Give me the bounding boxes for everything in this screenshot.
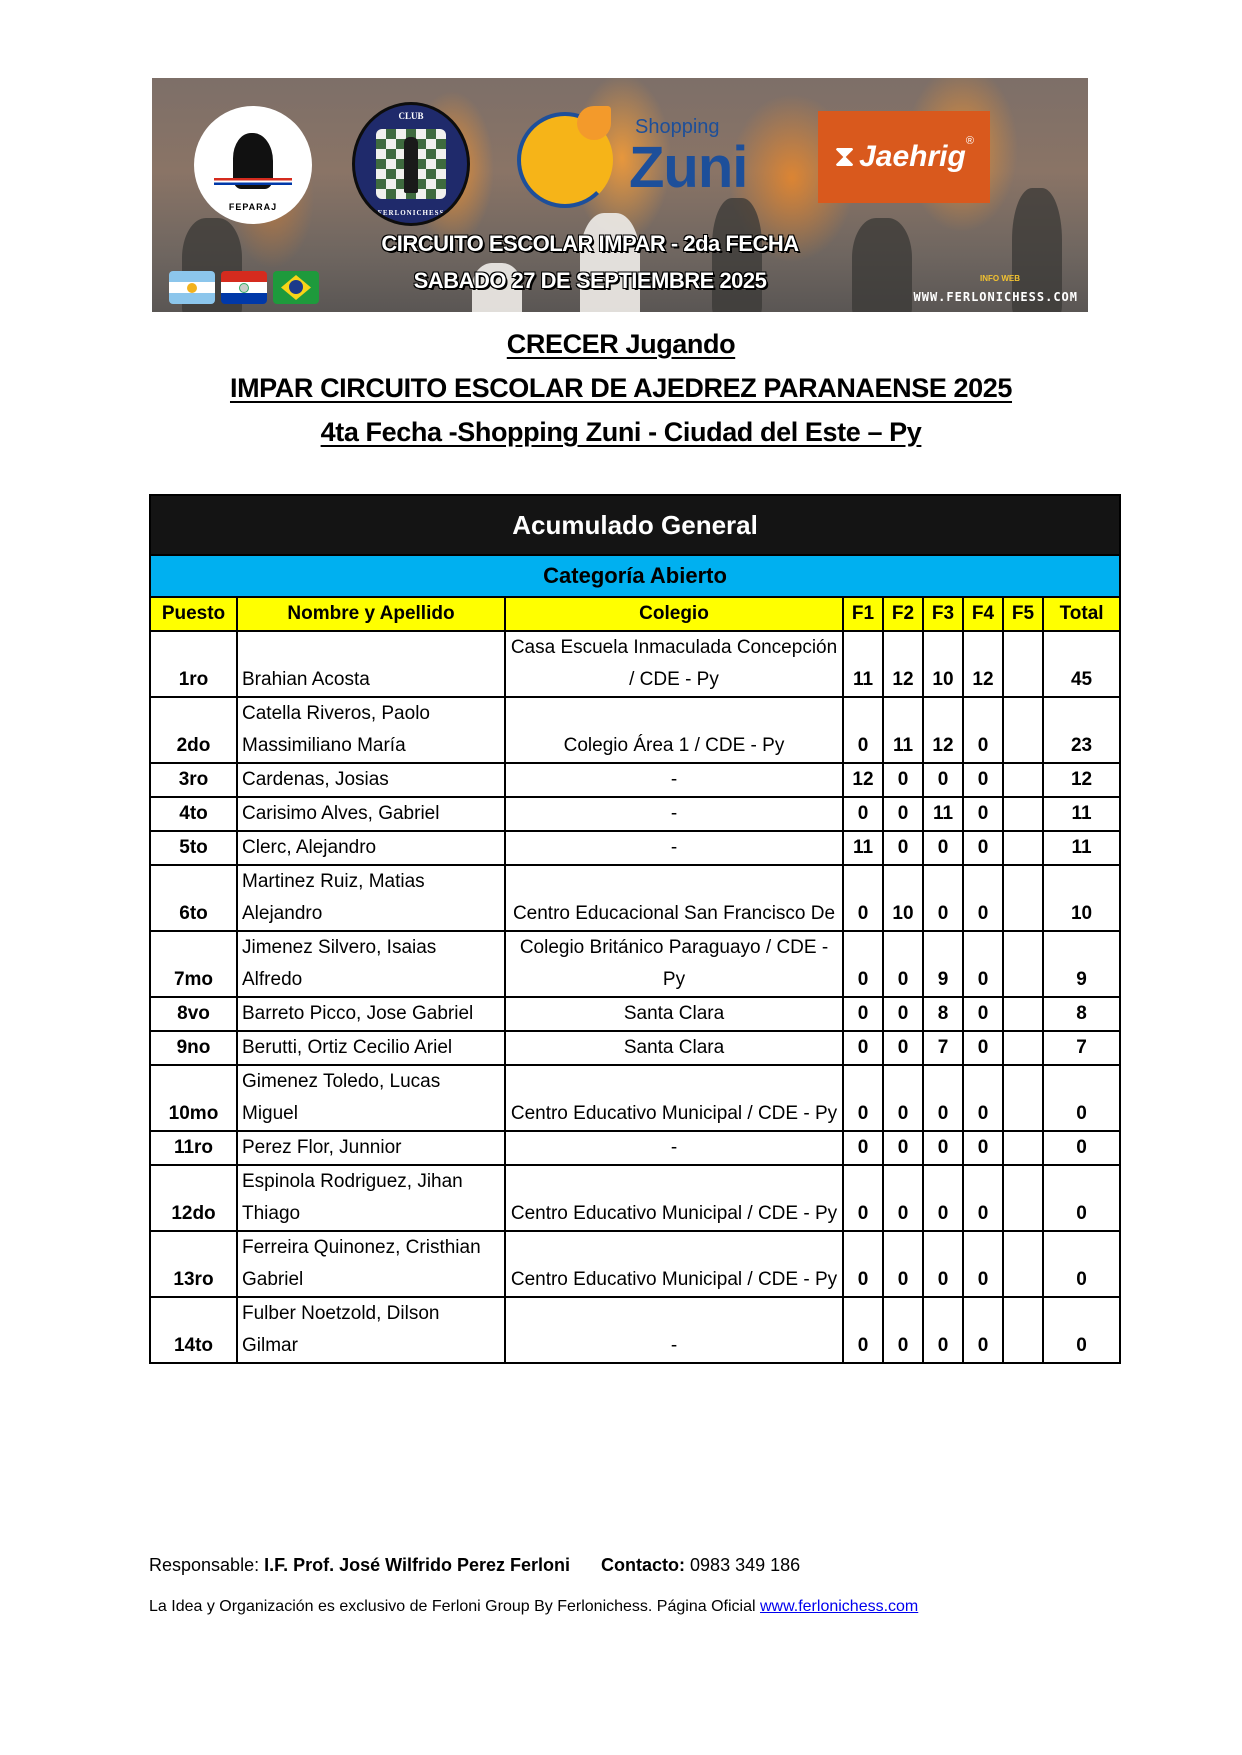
f1-cell: 0 xyxy=(843,797,883,831)
rank-cell: 3ro xyxy=(150,763,237,797)
f3-cell: 11 xyxy=(923,797,963,831)
argentina-flag-icon xyxy=(169,271,215,304)
col-header-f5: F5 xyxy=(1003,597,1043,631)
name-cell: Barreto Picco, Jose Gabriel xyxy=(237,997,505,1031)
f5-cell xyxy=(1003,1131,1043,1165)
responsable-name: I.F. Prof. José Wilfrido Perez Ferloni xyxy=(264,1555,570,1575)
school-cell: - xyxy=(505,1297,843,1363)
f4-cell: 0 xyxy=(963,1297,1003,1363)
f5-cell xyxy=(1003,997,1043,1031)
rank-cell: 2do xyxy=(150,697,237,763)
organization-text: La Idea y Organización es exclusivo de Ferloni Group By Ferlonichess. Página Oficial xyxy=(149,1598,756,1615)
rank-cell: 6to xyxy=(150,865,237,931)
total-cell: 11 xyxy=(1043,797,1120,831)
name-cell: Martinez Ruiz, Matias Alejandro xyxy=(237,865,505,931)
f3-cell: 0 xyxy=(923,831,963,865)
f3-cell: 10 xyxy=(923,631,963,697)
info-web-label: INFO WEB xyxy=(980,274,1020,283)
document-titles xyxy=(0,322,1242,454)
f3-cell: 0 xyxy=(923,763,963,797)
total-cell: 11 xyxy=(1043,831,1120,865)
total-cell: 0 xyxy=(1043,1165,1120,1231)
table-row xyxy=(150,797,1120,831)
school-cell: Centro Educativo Municipal / CDE - Py xyxy=(505,1231,843,1297)
table-row xyxy=(150,763,1120,797)
table-row xyxy=(150,1131,1120,1165)
school-cell: - xyxy=(505,763,843,797)
brazil-flag-icon xyxy=(273,271,319,304)
chess-piece-decoration xyxy=(580,213,640,312)
title-line-1: CRECER Jugando xyxy=(506,329,736,359)
f4-cell: 0 xyxy=(963,763,1003,797)
official-website-link[interactable]: www.ferlonichess.com xyxy=(759,1598,919,1615)
f1-cell: 0 xyxy=(843,1065,883,1131)
table-row xyxy=(150,1297,1120,1363)
total-cell: 0 xyxy=(1043,1297,1120,1363)
school-cell: Centro Educativo Municipal / CDE - Py xyxy=(505,1065,843,1131)
flags-group xyxy=(169,271,319,304)
f3-cell: 7 xyxy=(923,1031,963,1065)
f2-cell: 0 xyxy=(883,831,923,865)
f2-cell: 0 xyxy=(883,1131,923,1165)
f4-cell: 0 xyxy=(963,1031,1003,1065)
col-header-puesto: Puesto xyxy=(150,597,237,631)
responsable-label: Responsable: xyxy=(149,1555,260,1575)
rank-cell: 5to xyxy=(150,831,237,865)
feparaj-logo xyxy=(194,106,312,224)
table-row xyxy=(150,697,1120,763)
total-cell: 0 xyxy=(1043,1131,1120,1165)
school-cell: - xyxy=(505,831,843,865)
contact-label: Contacto: xyxy=(601,1555,686,1575)
f1-cell: 0 xyxy=(843,865,883,931)
event-banner xyxy=(152,78,1088,312)
banner-website: WWW.FERLONICHESS.COM xyxy=(913,290,1078,304)
name-cell: Cardenas, Josias xyxy=(237,763,505,797)
f5-cell xyxy=(1003,1297,1043,1363)
name-cell: Fulber Noetzold, Dilson Gilmar xyxy=(237,1297,505,1363)
mall-small-label: Shopping xyxy=(635,116,720,138)
total-cell: 0 xyxy=(1043,1065,1120,1131)
col-header-f4: F4 xyxy=(963,597,1003,631)
name-cell: Jimenez Silvero, Isaias Alfredo xyxy=(237,931,505,997)
f2-cell: 0 xyxy=(883,1297,923,1363)
column-headers xyxy=(150,597,1120,631)
school-cell: Casa Escuela Inmaculada Concepción / CDE - Py xyxy=(505,631,843,697)
leaf-icon xyxy=(577,106,611,140)
school-cell: - xyxy=(505,797,843,831)
f4-cell: 0 xyxy=(963,1231,1003,1297)
school-cell: Centro Educativo Municipal / CDE - Py xyxy=(505,1165,843,1231)
f4-cell: 0 xyxy=(963,997,1003,1031)
f5-cell xyxy=(1003,1165,1043,1231)
name-cell: Brahian Acosta xyxy=(237,631,505,697)
f2-cell: 0 xyxy=(883,1231,923,1297)
f5-cell xyxy=(1003,931,1043,997)
f1-cell: 0 xyxy=(843,697,883,763)
club-label: CLUB xyxy=(398,111,424,121)
contact-value: 0983 349 186 xyxy=(690,1555,801,1575)
school-cell: Santa Clara xyxy=(505,1031,843,1065)
footer-organization xyxy=(149,1598,918,1616)
f4-cell: 12 xyxy=(963,631,1003,697)
f5-cell xyxy=(1003,831,1043,865)
total-cell: 45 xyxy=(1043,631,1120,697)
col-header-total: Total xyxy=(1043,597,1120,631)
f4-cell: 0 xyxy=(963,797,1003,831)
standings-table xyxy=(149,494,1121,1364)
name-cell: Clerc, Alejandro xyxy=(237,831,505,865)
f5-cell xyxy=(1003,797,1043,831)
club-name: FERLONICHESS xyxy=(377,209,445,217)
table-row xyxy=(150,1165,1120,1231)
f3-cell: 8 xyxy=(923,997,963,1031)
f3-cell: 9 xyxy=(923,931,963,997)
f4-cell: 0 xyxy=(963,865,1003,931)
f1-cell: 0 xyxy=(843,1165,883,1231)
feparaj-label: FEPARAJ xyxy=(228,202,278,212)
f3-cell: 0 xyxy=(923,1165,963,1231)
f1-cell: 11 xyxy=(843,631,883,697)
f2-cell: 0 xyxy=(883,1065,923,1131)
title-line-3: 4ta Fecha -Shopping Zuni - Ciudad del Este – Py xyxy=(320,417,922,447)
f4-cell: 0 xyxy=(963,697,1003,763)
rank-cell: 1ro xyxy=(150,631,237,697)
f3-cell: 0 xyxy=(923,1065,963,1131)
f2-cell: 0 xyxy=(883,1031,923,1065)
name-cell: Carisimo Alves, Gabriel xyxy=(237,797,505,831)
f4-cell: 0 xyxy=(963,1131,1003,1165)
rank-cell: 11ro xyxy=(150,1131,237,1165)
name-cell: Catella Riveros, Paolo Massimiliano María xyxy=(237,697,505,763)
f1-cell: 0 xyxy=(843,997,883,1031)
school-cell: - xyxy=(505,1131,843,1165)
f4-cell: 0 xyxy=(963,1065,1003,1131)
rank-cell: 14to xyxy=(150,1297,237,1363)
footer-responsable xyxy=(149,1555,800,1576)
f5-cell xyxy=(1003,1231,1043,1297)
f1-cell: 12 xyxy=(843,763,883,797)
table-row xyxy=(150,831,1120,865)
f5-cell xyxy=(1003,697,1043,763)
table-row xyxy=(150,865,1120,931)
f4-cell: 0 xyxy=(963,831,1003,865)
total-cell: 7 xyxy=(1043,1031,1120,1065)
name-cell: Perez Flor, Junnior xyxy=(237,1131,505,1165)
rank-cell: 12do xyxy=(150,1165,237,1231)
paraguay-flag-icon xyxy=(221,271,267,304)
mall-big-label: Zuni xyxy=(629,135,748,200)
school-cell: Colegio Área 1 / CDE - Py xyxy=(505,697,843,763)
name-cell: Ferreira Quinonez, Cristhian Gabriel xyxy=(237,1231,505,1297)
f4-cell: 0 xyxy=(963,1165,1003,1231)
f5-cell xyxy=(1003,1031,1043,1065)
f2-cell: 10 xyxy=(883,865,923,931)
king-icon xyxy=(404,137,418,193)
f3-cell: 0 xyxy=(923,1231,963,1297)
ferlonichess-club-logo xyxy=(352,102,470,226)
f3-cell: 0 xyxy=(923,1131,963,1165)
banner-event-title: CIRCUITO ESCOLAR IMPAR - 2da FECHA xyxy=(381,231,799,256)
col-header-colegio: Colegio xyxy=(505,597,843,631)
f1-cell: 0 xyxy=(843,931,883,997)
col-header-f3: F3 xyxy=(923,597,963,631)
banner-event-date: SABADO 27 DE SEPTIEMBRE 2025 xyxy=(413,268,767,293)
f1-cell: 0 xyxy=(843,1297,883,1363)
chessboard-icon xyxy=(376,129,446,199)
name-cell: Espinola Rodriguez, Jihan Thiago xyxy=(237,1165,505,1231)
total-cell: 10 xyxy=(1043,865,1120,931)
rank-cell: 9no xyxy=(150,1031,237,1065)
table-title: Acumulado General xyxy=(150,495,1120,555)
f2-cell: 0 xyxy=(883,797,923,831)
rank-cell: 7mo xyxy=(150,931,237,997)
col-header-f1: F1 xyxy=(843,597,883,631)
f1-cell: 0 xyxy=(843,1231,883,1297)
f3-cell: 0 xyxy=(923,865,963,931)
hourglass-icon: ⧗ xyxy=(834,140,856,173)
f2-cell: 11 xyxy=(883,697,923,763)
total-cell: 0 xyxy=(1043,1231,1120,1297)
col-header-f2: F2 xyxy=(883,597,923,631)
f3-cell: 0 xyxy=(923,1297,963,1363)
table-row xyxy=(150,631,1120,697)
jaehrig-logo xyxy=(818,111,990,203)
f3-cell: 12 xyxy=(923,697,963,763)
f5-cell xyxy=(1003,763,1043,797)
table-row xyxy=(150,997,1120,1031)
school-cell: Centro Educacional San Francisco De xyxy=(505,865,843,931)
name-cell: Berutti, Ortiz Cecilio Ariel xyxy=(237,1031,505,1065)
table-row xyxy=(150,931,1120,997)
title-line-2: IMPAR CIRCUITO ESCOLAR DE AJEDREZ PARANAENSE 2025 xyxy=(229,373,1013,403)
school-cell: Santa Clara xyxy=(505,997,843,1031)
total-cell: 23 xyxy=(1043,697,1120,763)
f2-cell: 0 xyxy=(883,1165,923,1231)
f5-cell xyxy=(1003,631,1043,697)
f1-cell: 0 xyxy=(843,1031,883,1065)
col-header-nombre: Nombre y Apellido xyxy=(237,597,505,631)
rank-cell: 13ro xyxy=(150,1231,237,1297)
registered-mark: ® xyxy=(965,135,974,147)
f5-cell xyxy=(1003,865,1043,931)
table-row xyxy=(150,1065,1120,1131)
f5-cell xyxy=(1003,1065,1043,1131)
f4-cell: 0 xyxy=(963,931,1003,997)
rank-cell: 4to xyxy=(150,797,237,831)
category-title: Categoría Abierto xyxy=(150,555,1120,597)
total-cell: 12 xyxy=(1043,763,1120,797)
name-cell: Gimenez Toledo, Lucas Miguel xyxy=(237,1065,505,1131)
rank-cell: 8vo xyxy=(150,997,237,1031)
f2-cell: 0 xyxy=(883,931,923,997)
f2-cell: 12 xyxy=(883,631,923,697)
total-cell: 9 xyxy=(1043,931,1120,997)
f2-cell: 0 xyxy=(883,763,923,797)
sponsor-name: Jaehrig xyxy=(859,140,966,173)
table-row xyxy=(150,1231,1120,1297)
shopping-zuni-logo xyxy=(517,106,787,216)
f1-cell: 11 xyxy=(843,831,883,865)
f2-cell: 0 xyxy=(883,997,923,1031)
total-cell: 8 xyxy=(1043,997,1120,1031)
school-cell: Colegio Británico Paraguayo / CDE - Py xyxy=(505,931,843,997)
table-row xyxy=(150,1031,1120,1065)
paraguay-stripes xyxy=(214,178,292,185)
f1-cell: 0 xyxy=(843,1131,883,1165)
rank-cell: 10mo xyxy=(150,1065,237,1131)
